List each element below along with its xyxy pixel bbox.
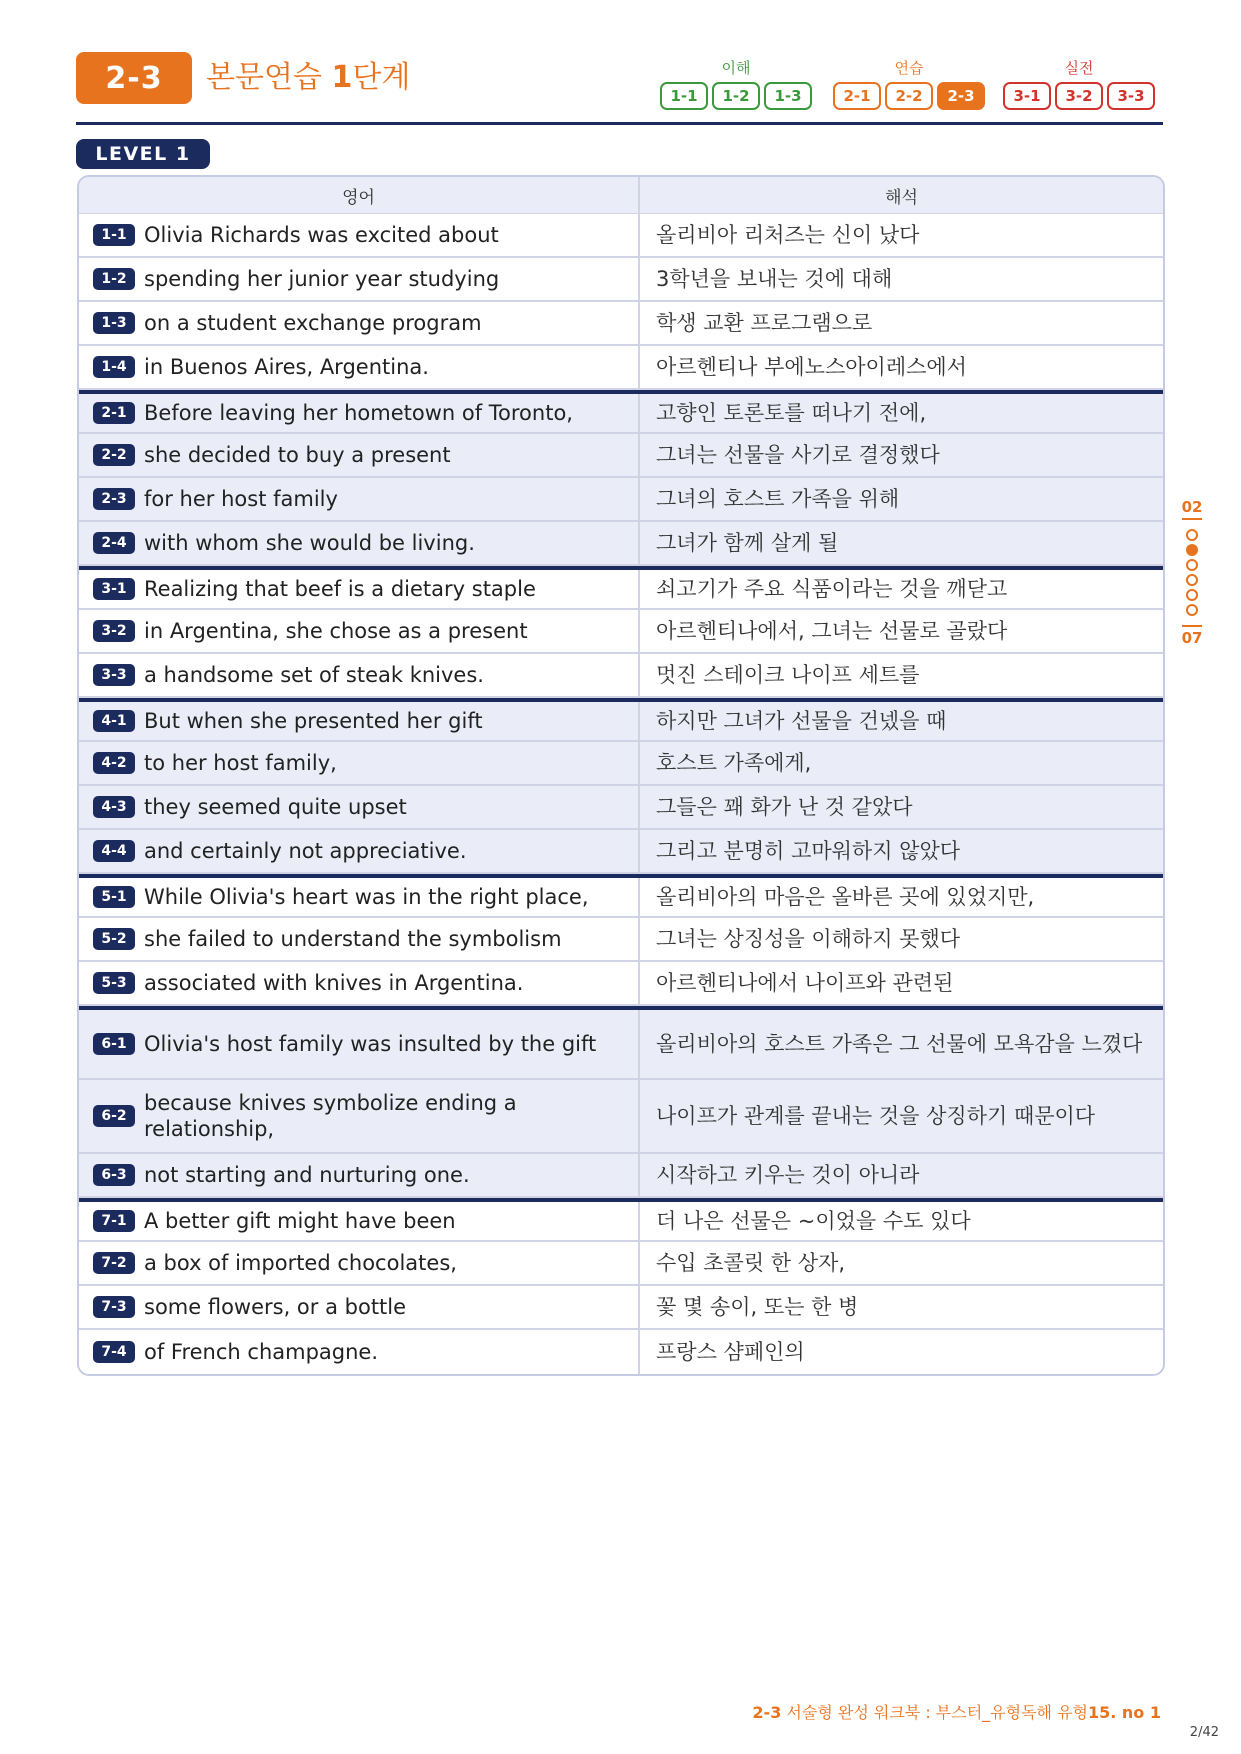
table-row <box>79 654 1163 698</box>
english-cell <box>79 570 640 608</box>
step-group-practice <box>833 58 985 110</box>
table-row <box>79 566 1163 610</box>
table-row <box>79 1080 1163 1154</box>
korean-translation: 올리비아 리처즈는 신이 났다 <box>656 223 920 247</box>
korean-translation: 나이프가 관계를 끝내는 것을 상징하기 때문이다 <box>656 1104 1096 1128</box>
sentence-number-badge: 2-1 <box>93 402 135 424</box>
korean-translation: 고향인 토론토를 떠나기 전에, <box>656 401 927 425</box>
english-text: spending her junior year studying <box>144 267 500 291</box>
korean-translation: 쇠고기가 주요 식품이라는 것을 깨닫고 <box>656 577 1008 601</box>
english-text: she decided to buy a present <box>144 443 451 467</box>
header-english: 영어 <box>79 177 640 213</box>
english-text: While Olivia's heart was in the right place, <box>144 885 589 909</box>
english-cell <box>79 654 640 696</box>
table-row <box>79 830 1163 874</box>
korean-translation: 아르헨티나에서 나이프와 관련된 <box>656 971 954 995</box>
english-text: she failed to understand the symbolism <box>144 927 562 951</box>
step-3-3-button[interactable]: 3-3 <box>1107 82 1155 110</box>
sentence-number-badge: 1-4 <box>93 356 135 378</box>
title-suffix: 단계 <box>352 60 411 95</box>
table-row <box>79 1154 1163 1198</box>
english-text: they seemed quite upset <box>144 795 407 819</box>
sentence-number-badge: 3-2 <box>93 620 135 642</box>
divider <box>1182 518 1202 520</box>
header-divider <box>76 122 1163 125</box>
korean-translation: 아르헨티나 부에노스아이레스에서 <box>656 355 967 379</box>
table-row <box>79 1198 1163 1242</box>
progress-dot <box>1186 604 1198 616</box>
korean-translation: 하지만 그녀가 선물을 건넸을 때 <box>656 709 947 733</box>
sentence-number-badge: 4-4 <box>93 840 135 862</box>
table-row <box>79 1286 1163 1330</box>
table-header <box>79 177 1163 214</box>
step-group-real <box>1003 58 1155 110</box>
english-text: for her host family <box>144 487 338 511</box>
translation-table <box>77 175 1165 1376</box>
korean-translation: 호스트 가족에게, <box>656 751 812 775</box>
sentence-number-badge: 4-1 <box>93 710 135 732</box>
sentence-number-badge: 4-3 <box>93 796 135 818</box>
korean-translation: 꽃 몇 송이, 또는 한 병 <box>656 1295 859 1319</box>
table-row <box>79 302 1163 346</box>
table-row <box>79 786 1163 830</box>
english-text: on a student exchange program <box>144 311 482 335</box>
table-row <box>79 214 1163 258</box>
sentence-number-badge: 6-1 <box>93 1033 135 1055</box>
korean-translation: 그들은 꽤 화가 난 것 같았다 <box>656 795 913 819</box>
progress-dot-active <box>1186 544 1198 556</box>
english-text: Before leaving her hometown of Toronto, <box>144 401 573 425</box>
header-korean: 해석 <box>885 187 918 208</box>
section-badge: 2-3 <box>76 52 192 104</box>
english-text: in Buenos Aires, Argentina. <box>144 355 429 379</box>
sentence-number-badge: 7-2 <box>93 1252 135 1274</box>
table-row <box>79 478 1163 522</box>
step-1-2-button[interactable]: 1-2 <box>712 82 760 110</box>
table-row <box>79 962 1163 1006</box>
english-cell <box>79 1080 640 1152</box>
step-2-2-button[interactable]: 2-2 <box>885 82 933 110</box>
korean-translation: 그녀의 호스트 가족을 위해 <box>656 487 900 511</box>
sentence-number-badge: 3-3 <box>93 664 135 686</box>
footer-number: 15. no 1 <box>1088 1703 1161 1722</box>
page-number: 2/42 <box>1189 1725 1219 1740</box>
table-row <box>79 258 1163 302</box>
step-1-1-button[interactable]: 1-1 <box>660 82 708 110</box>
english-cell <box>79 1154 640 1196</box>
korean-translation: 멋진 스테이크 나이프 세트를 <box>656 663 920 687</box>
english-cell <box>79 346 640 388</box>
step-1-3-button[interactable]: 1-3 <box>764 82 812 110</box>
sentence-number-badge: 4-2 <box>93 752 135 774</box>
english-cell <box>79 702 640 740</box>
english-text: Olivia Richards was excited about <box>144 223 499 247</box>
korean-translation: 올리비아의 마음은 올바른 곳에 있었지만, <box>656 885 1035 909</box>
sentence-number-badge: 7-1 <box>93 1210 135 1232</box>
title-number: 1 <box>331 60 353 95</box>
sentence-number-badge: 5-3 <box>93 972 135 994</box>
english-cell <box>79 1330 640 1374</box>
english-text: of French champagne. <box>144 1340 379 1364</box>
table-row <box>79 610 1163 654</box>
english-cell <box>79 434 640 476</box>
korean-translation: 올리비아의 호스트 가족은 그 선물에 모욕감을 느꼈다 <box>656 1032 1143 1056</box>
english-cell <box>79 214 640 256</box>
english-text: a box of imported chocolates, <box>144 1251 457 1275</box>
sentence-number-badge: 6-2 <box>93 1105 135 1127</box>
english-cell <box>79 478 640 520</box>
english-text: associated with knives in Argentina. <box>144 971 524 995</box>
level-badge: LEVEL 1 <box>76 139 210 169</box>
step-3-2-button[interactable]: 3-2 <box>1055 82 1103 110</box>
english-text: some flowers, or a bottle <box>144 1295 407 1319</box>
table-row <box>79 742 1163 786</box>
english-cell <box>79 1010 640 1078</box>
korean-translation: 학생 교환 프로그램으로 <box>656 311 873 335</box>
sentence-number-badge: 5-1 <box>93 886 135 908</box>
sentence-number-badge: 2-4 <box>93 532 135 554</box>
progress-dot <box>1186 574 1198 586</box>
english-text: Realizing that beef is a dietary staple <box>144 577 536 601</box>
english-text: and certainly not appreciative. <box>144 839 467 863</box>
sentence-number-badge: 6-3 <box>93 1164 135 1186</box>
table-row <box>79 1006 1163 1080</box>
footer-code: 2-3 <box>752 1703 782 1722</box>
table-row <box>79 918 1163 962</box>
korean-translation: 그리고 분명히 고마워하지 않았다 <box>656 839 961 863</box>
progress-dot <box>1186 589 1198 601</box>
korean-translation: 아르헨티나에서, 그녀는 선물로 골랐다 <box>656 619 1008 643</box>
english-text: A better gift might have been <box>144 1209 456 1233</box>
title-prefix: 본문연습 <box>206 60 332 95</box>
sentence-number-badge: 2-2 <box>93 444 135 466</box>
english-cell <box>79 786 640 828</box>
step-group-label: 연습 <box>894 59 924 77</box>
english-cell <box>79 302 640 344</box>
table-row <box>79 874 1163 918</box>
chapter-progress <box>1178 498 1206 647</box>
korean-translation: 그녀는 상징성을 이해하지 못했다 <box>656 927 961 951</box>
english-text: in Argentina, she chose as a present <box>144 619 528 643</box>
english-cell <box>79 1242 640 1284</box>
chapter-start: 02 <box>1181 498 1203 516</box>
english-text: But when she presented her gift <box>144 709 483 733</box>
sentence-number-badge: 1-1 <box>93 224 135 246</box>
sentence-number-badge: 1-2 <box>93 268 135 290</box>
english-cell <box>79 522 640 564</box>
chapter-end: 07 <box>1181 629 1203 647</box>
korean-translation: 시작하고 키우는 것이 아니라 <box>656 1163 920 1187</box>
step-group-label: 실전 <box>1064 59 1094 77</box>
korean-translation: 3학년을 보내는 것에 대해 <box>656 267 893 291</box>
sentence-number-badge: 3-1 <box>93 578 135 600</box>
korean-translation: 프랑스 샴페인의 <box>656 1340 805 1364</box>
footer-text: 서술형 완성 워크북 : 부스터_유형독해 유형 <box>781 1703 1088 1722</box>
footer-title <box>752 1700 1161 1723</box>
page-title <box>206 56 410 100</box>
english-cell <box>79 742 640 784</box>
sentence-number-badge: 7-3 <box>93 1296 135 1318</box>
step-2-1-button[interactable]: 2-1 <box>833 82 881 110</box>
english-cell <box>79 962 640 1004</box>
english-text: with whom she would be living. <box>144 531 475 555</box>
english-text: to her host family, <box>144 751 337 775</box>
table-row <box>79 434 1163 478</box>
english-text: not starting and nurturing one. <box>144 1163 470 1187</box>
table-row <box>79 522 1163 566</box>
table-row <box>79 1242 1163 1286</box>
table-row <box>79 1330 1163 1374</box>
progress-dot <box>1186 559 1198 571</box>
korean-translation: 그녀는 선물을 사기로 결정했다 <box>656 443 940 467</box>
step-2-3-button[interactable]: 2-3 <box>937 82 985 110</box>
korean-translation: 수입 초콜릿 한 상자, <box>656 1251 845 1275</box>
english-cell <box>79 610 640 652</box>
sentence-number-badge: 2-3 <box>93 488 135 510</box>
sentence-number-badge: 7-4 <box>93 1341 135 1363</box>
english-cell <box>79 258 640 300</box>
korean-translation: 그녀가 함께 살게 될 <box>656 531 839 555</box>
sentence-number-badge: 1-3 <box>93 312 135 334</box>
step-group-label: 이해 <box>721 59 751 77</box>
table-row <box>79 346 1163 390</box>
english-text: a handsome set of steak knives. <box>144 663 484 687</box>
progress-dot <box>1186 529 1198 541</box>
english-cell <box>79 1202 640 1240</box>
english-cell <box>79 394 640 432</box>
english-cell <box>79 878 640 916</box>
english-cell <box>79 918 640 960</box>
korean-translation: 더 나은 선물은 ~이었을 수도 있다 <box>656 1209 971 1233</box>
table-row <box>79 390 1163 434</box>
english-text: because knives symbolize ending a relationship, <box>144 1091 517 1141</box>
table-row <box>79 698 1163 742</box>
sentence-number-badge: 5-2 <box>93 928 135 950</box>
english-cell <box>79 830 640 872</box>
step-3-1-button[interactable]: 3-1 <box>1003 82 1051 110</box>
step-group-understand <box>660 58 812 110</box>
english-text: Olivia's host family was insulted by the gift <box>144 1032 597 1056</box>
english-cell <box>79 1286 640 1328</box>
divider <box>1182 625 1202 627</box>
